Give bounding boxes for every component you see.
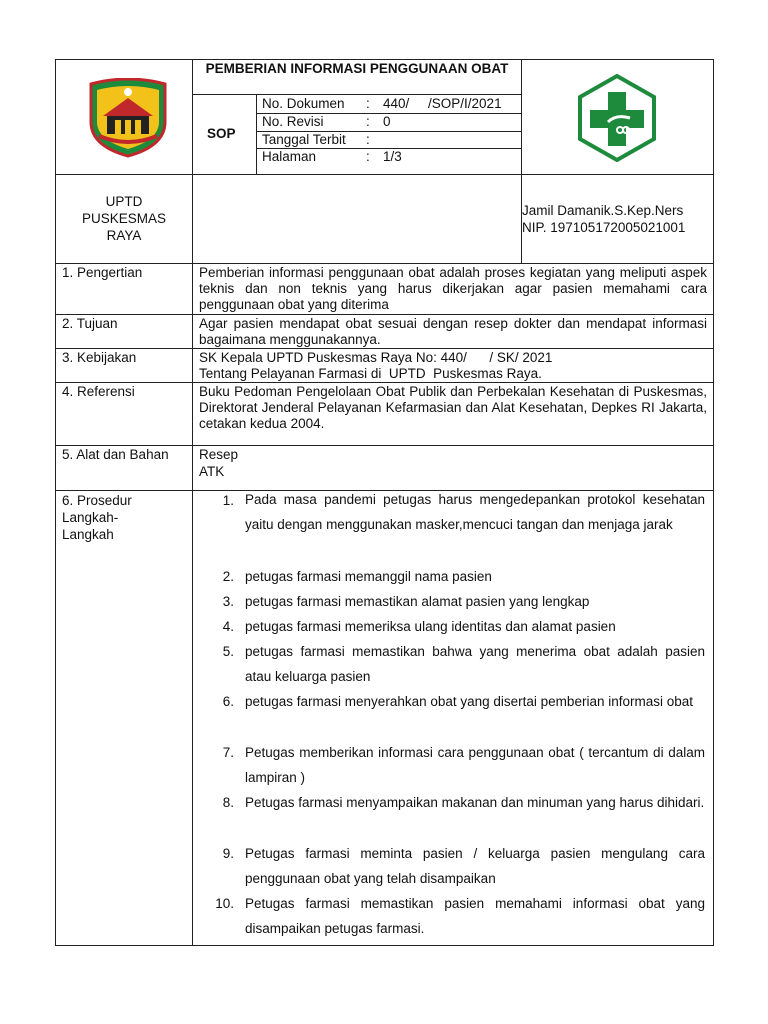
step-number: 10. (215, 896, 234, 911)
step-text: petugas farmasi memastikan bahwa yang menerima obat adalah pasien atau keluarga pasien (245, 644, 705, 684)
signatory-name: Jamil Damanik.S.Kep.Ners (522, 203, 684, 218)
step-text: Petugas farmasi memastikan pasien memahami informasi obat yang disampaikan petugas farmasi. (245, 896, 705, 936)
section-text-tujuan: Agar pasien mendapat obat sesuai dengan resep dokter dan mendapat informasi bagaimana menggunakannya. (199, 316, 707, 347)
step-text: petugas farmasi memeriksa ulang identitas dan alamat pasien (245, 619, 616, 634)
doc-field-label: Tanggal Terbit (262, 132, 346, 147)
regency-emblem-icon (85, 78, 171, 158)
unit-name-line-1: UPTD (105, 194, 143, 209)
doc-field-label: Halaman (262, 149, 317, 164)
unit-name-line-3: RAYA (106, 228, 142, 243)
section-label-referensi: 4. Referensi (62, 384, 135, 399)
section-text-kebijakan-line1: SK Kepala UPTD Puskesmas Raya No: 440/ / SK/ 2021 (199, 350, 553, 365)
row-alat-body-cell (192, 445, 714, 491)
step-number: 7. (222, 745, 234, 760)
document-title: PEMBERIAN INFORMASI PENGGUNAAN OBAT (205, 61, 509, 76)
step-number: 2. (222, 569, 234, 584)
section-label-kebijakan: 3. Kebijakan (62, 350, 137, 365)
blank-cell (192, 174, 522, 264)
step-number: 4. (222, 619, 234, 634)
step-number: 1. (222, 493, 234, 508)
step-text: petugas farmasi menyerahkan obat yang disertai pemberian informasi obat (245, 694, 693, 709)
step-number: 9. (222, 846, 234, 861)
step-text: Pada masa pandemi petugas harus mengedepankan protokol kesehatan yaitu dengan menggunakan masker,mencuci tangan dan menjaga jarak (245, 492, 705, 532)
section-text-pengertian: Pemberian informasi penggunaan obat adalah proses kegiatan yang meliputi aspek teknis dan non teknis yang harus dikerjakan agar pasien memahami cara penggunaan obat yang diterima (199, 265, 707, 312)
step-text: Petugas farmasi menyampaikan makanan dan minuman yang harus dihidari. (245, 795, 705, 810)
step-text: petugas farmasi memanggil nama pasien (245, 569, 492, 584)
section-label-prosedur-line3: Langkah (62, 527, 114, 542)
doc-field-label: No. Dokumen (262, 96, 345, 111)
section-item-alat: Resep (199, 447, 239, 462)
section-text-kebijakan-line2: Tentang Pelayanan Farmasi di UPTD Puskesmas Raya. (199, 366, 542, 381)
section-label-tujuan: 2. Tujuan (62, 316, 118, 331)
sop-label: SOP (207, 126, 236, 141)
step-number: 6. (222, 694, 234, 709)
section-label-alat: 5. Alat dan Bahan (62, 447, 169, 462)
step-text: Petugas memberikan informasi cara penggunaan obat ( tercantum di dalam lampiran ) (245, 745, 705, 785)
doc-field-value: 0 (383, 114, 391, 129)
doc-field-value: 1/3 (383, 149, 402, 164)
doc-field-sep: : (366, 149, 370, 164)
step-text: petugas farmasi memastikan alamat pasien yang lengkap (245, 594, 590, 609)
step-number: 8. (222, 795, 234, 810)
unit-name-line-2: PUSKESMAS (81, 211, 167, 226)
doc-field-sep: : (366, 114, 370, 129)
health-cross-logo-icon (578, 74, 656, 162)
signatory-cell (521, 174, 714, 264)
section-label-prosedur-line2: Langkah- (62, 510, 119, 525)
doc-field-sep: : (366, 132, 370, 147)
doc-field-sep: : (366, 96, 370, 111)
step-number: 3. (222, 594, 234, 609)
step-text: Petugas farmasi meminta pasien / keluarga pasien mengulang cara penggunaan obat yang telah disampaikan (245, 846, 705, 886)
doc-field-label: No. Revisi (262, 114, 324, 129)
section-text-referensi: Buku Pedoman Pengelolaan Obat Publik dan Perbekalan Kesehatan di Puskesmas, Direktorat Jenderal Pelayanan Kefarmasian dan Alat Kesehatan, Depkes RI Jakarta, cetakan kedua 2004. (199, 384, 707, 431)
section-item-alat: ATK (199, 464, 225, 479)
row-prosedur-label-cell (55, 490, 193, 946)
section-label-prosedur-line1: 6. Prosedur (62, 493, 132, 508)
step-number: 5. (222, 644, 234, 659)
section-label-pengertian: 1. Pengertian (62, 265, 143, 280)
signatory-nip: NIP. 197105172005021001 (522, 220, 686, 235)
doc-field-value: 440/ /SOP/I/2021 (383, 96, 502, 111)
